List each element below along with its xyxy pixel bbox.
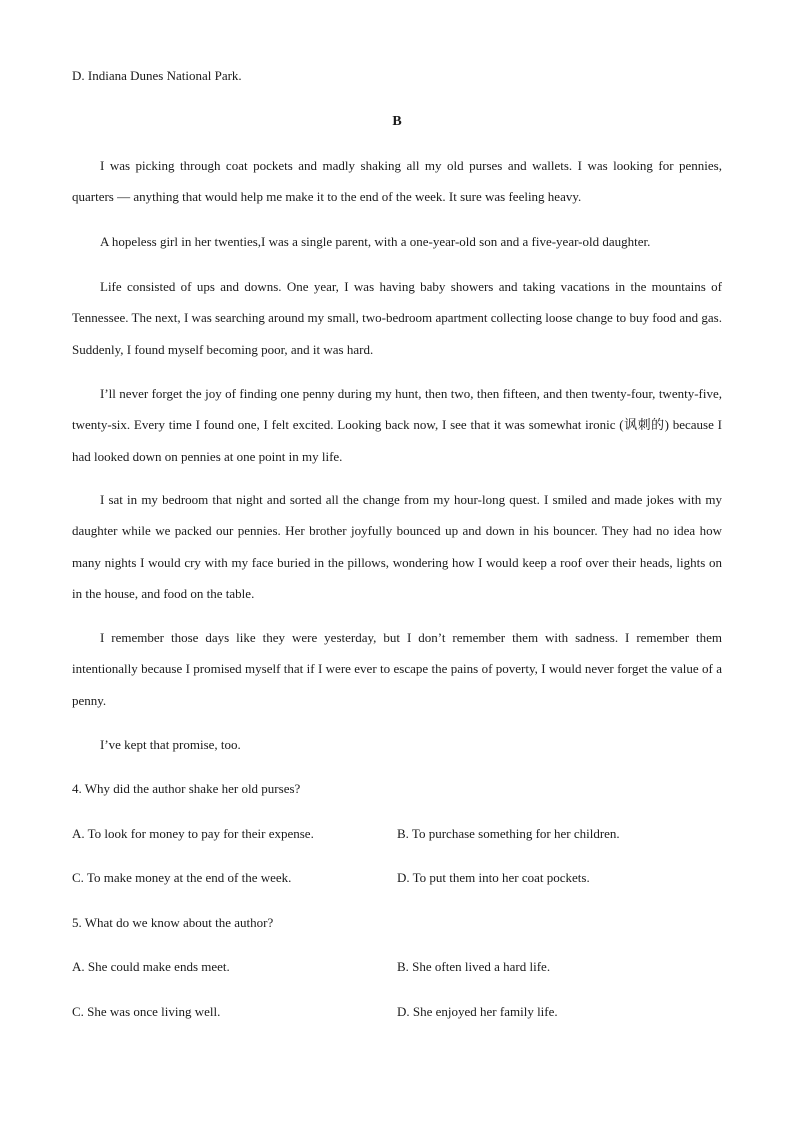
passage-paragraph-4: I’ll never forget the joy of finding one penny during my hunt, then two, then fifteen, and then twenty-four, twenty-five, twenty-six. Every time I found one, I felt excited. Looking back now, I see that it was somewhat ironic (讽刺的) because I had looked down on pennies at one point in my life. <box>72 386 722 464</box>
previous-question-option-d: D. Indiana Dunes National Park. <box>72 68 242 83</box>
section-title: B <box>392 114 402 129</box>
passage-paragraph-1: I was picking through coat pockets and madly shaking all my old purses and wallets. I was looking for pennies, quarters — anything that would help me make it to the end of the week. It sure was feeling heavy. <box>72 158 722 205</box>
passage-paragraph-3: Life consisted of ups and downs. One year, I was having baby showers and taking vacations in the mountains of Tennessee. The next, I was searching around my small, two-bedroom apartment collecting loose change to buy food and gas. Suddenly, I found myself becoming poor, and it was hard. <box>72 279 722 357</box>
question-5-option-a: A. She could make ends meet. <box>72 959 230 974</box>
question-4-option-d: D. To put them into her coat pockets. <box>397 870 590 885</box>
question-5-option-c: C. She was once living well. <box>72 1004 221 1019</box>
passage-paragraph-5: I sat in my bedroom that night and sorted all the change from my hour-long quest. I smiled and made jokes with my daughter while we packed our pennies. Her brother joyfully bounced up and down in his bouncer. They had no idea how many nights I would cry with my face buried in the pillows, wondering how I would keep a roof over their heads, lights on in the house, and food on the table. <box>72 492 722 601</box>
passage-paragraph-7: I’ve kept that promise, too. <box>100 737 241 752</box>
question-5-stem: 5. What do we know about the author? <box>72 915 274 930</box>
question-5-option-d: D. She enjoyed her family life. <box>397 1004 558 1019</box>
question-4-option-b: B. To purchase something for her children. <box>397 826 620 841</box>
passage-paragraph-2: A hopeless girl in her twenties,I was a single parent, with a one-year-old son and a five-year-old daughter. <box>100 234 651 249</box>
passage-paragraph-6: I remember those days like they were yesterday, but I don’t remember them with sadness. I remember them intentionally because I promised myself that if I were ever to escape the pains of poverty, I would never forget the value of a penny. <box>72 630 722 708</box>
question-5-option-b: B. She often lived a hard life. <box>397 959 551 974</box>
question-4-stem: 4. Why did the author shake her old purses? <box>72 781 301 796</box>
question-4-option-c: C. To make money at the end of the week. <box>72 870 292 885</box>
question-4-option-a: A. To look for money to pay for their expense. <box>72 826 314 841</box>
